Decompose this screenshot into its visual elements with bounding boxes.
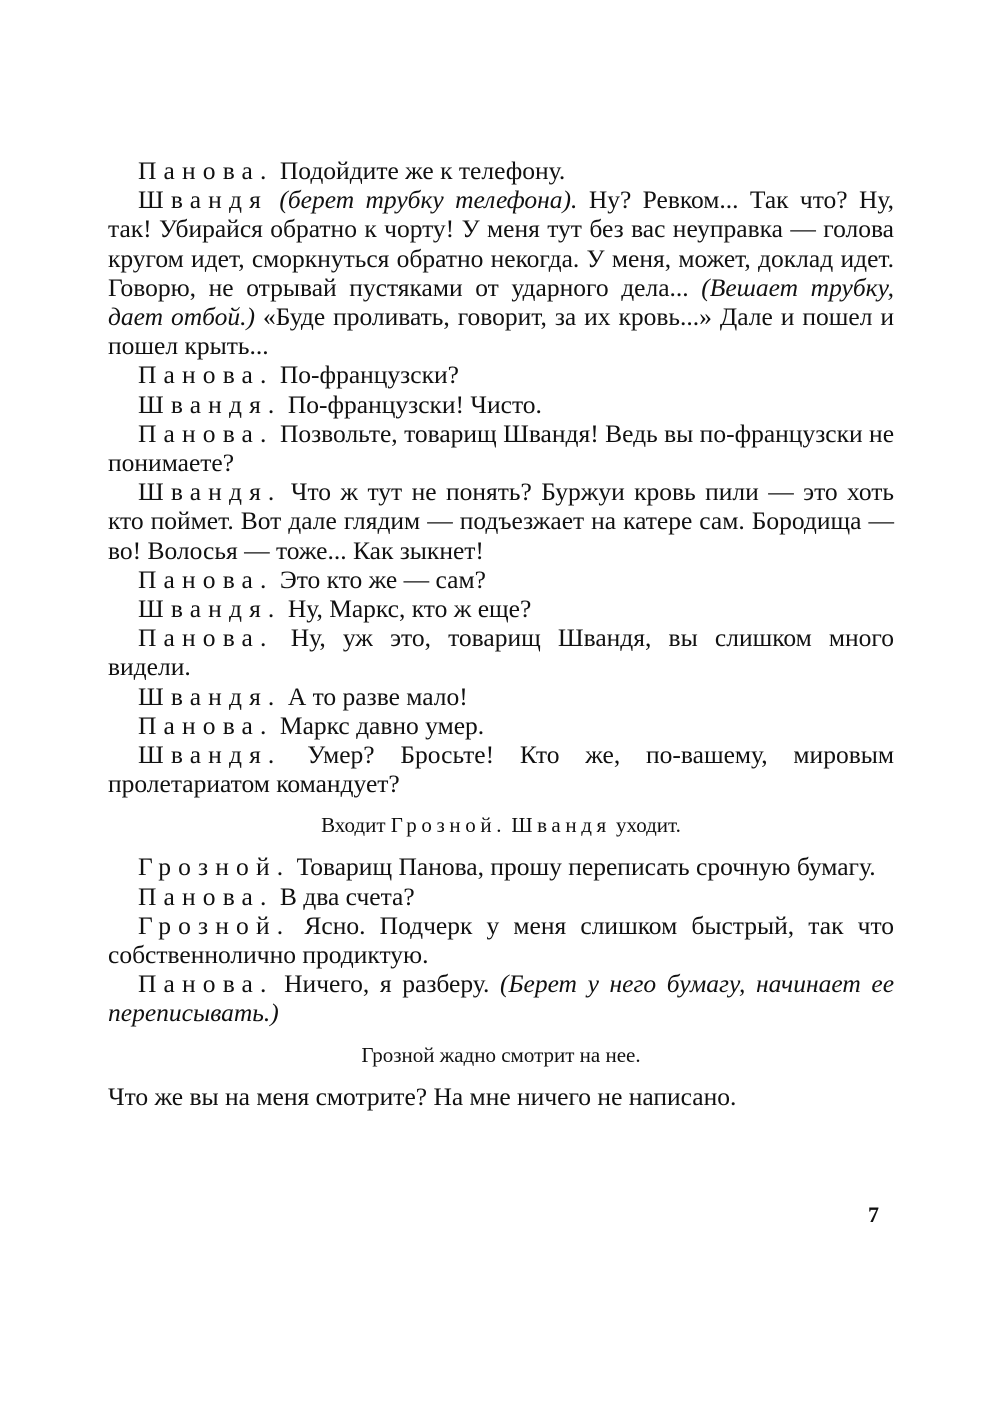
stage-direction: (Вешает трубку, дает отбой.) [108,272,895,332]
line-text: Ничего, я разберу. [284,969,490,999]
stage-text: Грозной жадно смотрит на нее. [361,1042,641,1067]
line-text: «Буде проливать, говорит, за их кровь...» Дале и пошел и пошел крыть... [108,302,894,361]
line-text: Товарищ Панова, прошу переписать срочную бумагу. [296,852,876,882]
line-text: А то разве мало! [287,681,468,711]
dialogue-line [108,565,894,594]
speaker-name: Панова. [138,360,274,390]
line-text: Подойдите же к телефону. [279,156,566,185]
speaker-name: Панова. [138,564,274,594]
stage-character-name: Швандя [511,813,611,838]
dialogue-line [108,477,894,565]
line-text: В два счета? [279,881,415,911]
stage-character-name: Грозной. [390,813,507,838]
dialogue-line [108,711,894,740]
page-number: 7 [868,1202,879,1227]
stage-direction: (берет трубку телефона). [279,185,578,215]
dialogue-line [108,969,894,1027]
dialogue-line [108,360,894,389]
line-text: Ну, уж это, товарищ Швандя, вы слишком много видели. [108,623,895,682]
dialogue-line [108,185,894,360]
speaker-name: Панова. [138,710,274,740]
line-text: Это кто же — сам? [279,564,486,594]
stage-text: Входит [321,813,386,838]
line-text: Ну? Ревком... Так что? Ну, так! Убирайся обратно к чорту! У меня тут без вас неуправка — голова кругом идет, сморкнуться обратно некогда. У меня, может, доклад идет. Говорю, не отрывай пустяками от ударного дела... [108,185,894,302]
dialogue-line [108,682,894,711]
stage-direction-centered [108,810,894,840]
speaker-name: Панова. [138,623,274,653]
dialogue-line [108,419,894,477]
line-text: Что ж тут не понять? Буржуи кровь пили — это хоть кто поймет. Вот дале глядим — подъезжает на катере сам. Бородища — во! Волосья — тоже... Как зыкнет! [108,477,894,565]
speaker-name: Грозной. [138,852,291,882]
dialogue-line [108,1082,894,1111]
speaker-name: Панова. [138,418,274,448]
stage-direction: (Берет у него бумагу, начинает ее переписывать.) [108,969,895,1028]
dialogue-line [108,852,894,881]
play-text [108,156,894,1111]
speaker-name: Швандя. [138,477,282,507]
speaker-name: Швандя [138,185,268,215]
speaker-name: Швандя. [138,681,282,711]
line-text: Ну, Маркс, кто ж еще? [287,594,532,624]
dialogue-line [108,623,894,681]
speaker-name: Швандя. [138,740,282,770]
line-text: Позвольте, товарищ Швандя! Ведь вы по-французски не понимаете? [108,418,895,478]
dialogue-line [108,882,894,911]
line-text: По-французски? [279,360,459,390]
dialogue-line [108,156,894,185]
dialogue-line [108,594,894,623]
line-text: Ясно. Подчерк у меня слишком быстрый, так что собственнолично продиктую. [108,910,895,970]
line-text: Что же вы на меня смотрите? На мне ничего не написано. [108,1081,737,1111]
dialogue-line [108,390,894,419]
speaker-name: Швандя. [138,389,282,419]
stage-text: уходит. [616,813,681,838]
speaker-name: Грозной. [138,910,291,940]
stage-direction-centered [108,1040,894,1070]
speaker-name: Панова. [138,881,274,911]
line-text: По-французски! Чисто. [287,389,542,419]
line-text: Маркс давно умер. [279,710,485,740]
speaker-name: Швандя. [138,594,282,624]
dialogue-line [108,740,894,798]
dialogue-line [108,911,894,969]
speaker-name: Панова. [138,969,274,999]
line-text: Умер? Бросьте! Кто же, по-вашему, мировым пролетариатом командует? [108,740,895,799]
speaker-name: Панова. [138,156,274,185]
